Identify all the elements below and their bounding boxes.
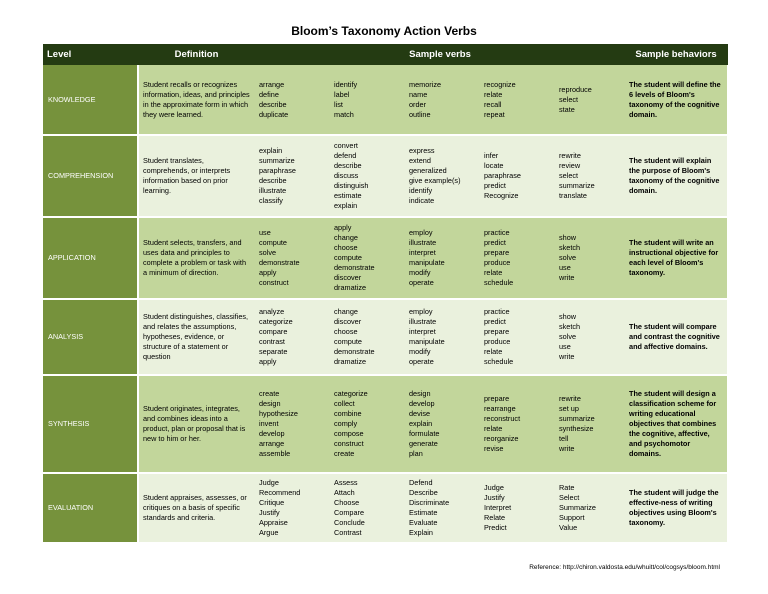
verb-item: choose (334, 243, 358, 252)
verb-item: develop (409, 399, 435, 408)
header-row (43, 44, 727, 65)
verb-item: schedule (484, 357, 514, 366)
verb-item: relate (484, 268, 503, 277)
verb-item: predict (484, 238, 506, 247)
verb-item: apply (259, 268, 277, 277)
verb-item: schedule (484, 278, 514, 287)
reference-note: Reference: http://chiron.valdosta.edu/whuitt/col/cogsys/bloom.html (529, 564, 720, 571)
verb-item: write (559, 444, 575, 453)
verb-item: select (559, 171, 579, 180)
verb-item: Argue (259, 528, 279, 537)
verb-item: choose (334, 327, 358, 336)
table-row (43, 65, 727, 135)
verb-item: relate (484, 424, 503, 433)
definition-cell: Student originates, integrates, and combines ideas into a product, plan or proposal that is new to him or her. (138, 375, 255, 473)
verb-item: indicate (409, 196, 435, 205)
verb-item: give example(s) (409, 176, 461, 185)
verb-item: manipulate (409, 337, 445, 346)
verb-item: change (334, 307, 358, 316)
verb-item: reconstruct (484, 414, 521, 423)
verb-item: Explain (409, 528, 433, 537)
verb-item: memorize (409, 79, 442, 89)
verb-column (480, 135, 555, 217)
verb-item: use (559, 263, 571, 272)
verb-column (255, 375, 330, 473)
verb-item: Recommend (259, 488, 301, 497)
verb-item: arrange (259, 439, 285, 448)
verb-item: list (334, 99, 343, 109)
verb-item: Support (559, 513, 585, 522)
verb-item: Evaluate (409, 518, 438, 527)
verb-item: Critique (259, 498, 285, 507)
verb-item: paraphrase (484, 171, 521, 180)
verb-item: separate (259, 347, 288, 356)
verb-item: set up (559, 404, 579, 413)
verb-item: dramatize (334, 283, 367, 292)
verb-item: select (559, 94, 579, 104)
verb-item: repeat (484, 109, 505, 119)
verb-item: Summarize (559, 503, 596, 512)
verb-item: review (559, 161, 581, 170)
behavior-cell: The student will design a classification scheme for writing educational objectives that combines the cognitive, affective, and psychomotor domains. (625, 375, 727, 473)
verb-item: change (334, 233, 358, 242)
verb-column (555, 135, 625, 217)
table-row (43, 135, 727, 217)
verb-item: categorize (334, 389, 368, 398)
verb-column (330, 473, 405, 543)
verb-column (405, 473, 480, 543)
verb-item: compute (334, 253, 362, 262)
verb-item: discover (334, 273, 362, 282)
verb-item: Estimate (409, 508, 438, 517)
verb-item: Judge (259, 478, 279, 487)
verb-item: convert (334, 141, 358, 150)
verb-column (405, 135, 480, 217)
verb-item: construct (259, 278, 289, 287)
verb-item: plan (409, 449, 423, 458)
verb-item: prepare (484, 327, 510, 336)
verb-item: apply (334, 223, 352, 232)
verb-item: synthesize (559, 424, 594, 433)
behavior-cell: The student will explain the purpose of Bloom's taxonomy of the cognitive domain. (625, 135, 727, 217)
verb-item: estimate (334, 191, 362, 200)
verb-item: practice (484, 307, 510, 316)
header-sample-behaviors: Sample behaviors (625, 44, 727, 65)
verb-item: create (259, 389, 280, 398)
verb-item: translate (559, 191, 587, 200)
definition-cell: Student selects, transfers, and uses data and principles to complete a problem or task with a minimum of direction. (138, 217, 255, 299)
header-level: Level (43, 44, 138, 65)
verb-item: prepare (484, 394, 510, 403)
verb-column (480, 299, 555, 375)
verb-item: develop (259, 429, 285, 438)
definition-cell: Student distinguishes, classifies, and relates the assumptions, hypotheses, evidence, or structure of a statement or question (138, 299, 255, 375)
verb-item: discover (334, 317, 362, 326)
verb-item: analyze (259, 307, 285, 316)
verb-item: Discriminate (409, 498, 450, 507)
behavior-cell: The student will judge the effective-ness of writing objectives using Bloom's taxonomy. (625, 473, 727, 543)
verb-item: formulate (409, 429, 440, 438)
verb-item: assemble (259, 449, 291, 458)
level-label: APPLICATION (43, 217, 138, 299)
verb-item: solve (559, 253, 577, 262)
table-row (43, 473, 727, 543)
verb-item: produce (484, 258, 511, 267)
verb-column (480, 217, 555, 299)
verb-item: describe (259, 99, 287, 109)
verb-item: create (334, 449, 355, 458)
verb-item: Appraise (259, 518, 288, 527)
verb-item: summarize (259, 156, 295, 165)
verb-item: infer (484, 151, 499, 160)
verb-item: compute (334, 337, 362, 346)
verb-item: reproduce (559, 84, 592, 94)
verb-item: identify (409, 186, 433, 195)
verb-item: hypothesize (259, 409, 298, 418)
verb-item: identify (334, 79, 358, 89)
verb-item: Compare (334, 508, 365, 517)
verb-item: compare (259, 327, 288, 336)
verb-column (330, 65, 405, 135)
table-row (43, 299, 727, 375)
verb-item: illustrate (259, 186, 287, 195)
verb-item: explain (409, 419, 433, 428)
verb-item: recall (484, 99, 502, 109)
verb-item: contrast (259, 337, 285, 346)
verb-item: show (559, 312, 577, 321)
verb-column (330, 299, 405, 375)
verb-item: locate (484, 161, 504, 170)
verb-item: demonstrate (334, 347, 375, 356)
verb-item: illustrate (409, 238, 437, 247)
verb-item: practice (484, 228, 510, 237)
verb-item: Recognize (484, 191, 519, 200)
verb-column (255, 135, 330, 217)
verb-column (330, 217, 405, 299)
verb-item: Conclude (334, 518, 365, 527)
verb-item: Justify (484, 493, 505, 502)
behavior-cell: The student will write an instructional objective for each level of Bloom's taxonomy. (625, 217, 727, 299)
verb-item: classify (259, 196, 283, 205)
verb-column (330, 135, 405, 217)
verb-item: dramatize (334, 357, 367, 366)
verb-column (405, 375, 480, 473)
verb-item: extend (409, 156, 431, 165)
verb-item: match (334, 109, 354, 119)
verb-item: discuss (334, 171, 359, 180)
verb-item: explain (334, 201, 358, 210)
verb-item: Describe (409, 488, 438, 497)
verb-item: label (334, 89, 350, 99)
verb-item: Choose (334, 498, 360, 507)
verb-item: devise (409, 409, 431, 418)
level-label: SYNTHESIS (43, 375, 138, 473)
header-sample-verbs: Sample verbs (255, 44, 625, 65)
behavior-cell: The student will compare and contrast the cognitive and affective domains. (625, 299, 727, 375)
verb-item: name (409, 89, 428, 99)
verb-item: solve (559, 332, 577, 341)
verb-column (405, 65, 480, 135)
verb-item: construct (334, 439, 364, 448)
verb-item: state (559, 104, 575, 114)
level-label: EVALUATION (43, 473, 138, 543)
verb-item: Defend (409, 478, 433, 487)
verb-column (255, 299, 330, 375)
verb-item: compute (259, 238, 287, 247)
verb-item: describe (334, 161, 362, 170)
verb-item: show (559, 233, 577, 242)
verb-item: compose (334, 429, 364, 438)
verb-item: Predict (484, 523, 507, 532)
verb-item: summarize (559, 181, 595, 190)
verb-column (555, 473, 625, 543)
verb-item: predict (484, 317, 506, 326)
verb-item: employ (409, 307, 433, 316)
verb-item: order (409, 99, 427, 109)
verb-item: generalized (409, 166, 447, 175)
verb-item: predict (484, 181, 506, 190)
verb-item: explain (259, 146, 283, 155)
verb-item: rewrite (559, 151, 581, 160)
table-row (43, 375, 727, 473)
verb-column (480, 65, 555, 135)
verb-item: use (259, 228, 271, 237)
verb-item: sketch (559, 322, 581, 331)
definition-cell: Student recalls or recognizes information, ideas, and principles in the approximate form in which they were learned. (138, 65, 255, 135)
verb-item: Interpret (484, 503, 512, 512)
verb-column (480, 473, 555, 543)
verb-item: categorize (259, 317, 293, 326)
definition-cell: Student appraises, assesses, or critiques on a basis of specific standards and criteria. (138, 473, 255, 543)
verb-item: recognize (484, 79, 516, 89)
verb-item: interpret (409, 248, 436, 257)
verb-column (555, 217, 625, 299)
level-label: ANALYSIS (43, 299, 138, 375)
verb-item: tell (559, 434, 569, 443)
table-row (43, 217, 727, 299)
verb-item: Attach (334, 488, 355, 497)
verb-item: express (409, 146, 435, 155)
verb-item: paraphrase (259, 166, 296, 175)
verb-item: apply (259, 357, 277, 366)
verb-item: operate (409, 357, 434, 366)
verb-item: collect (334, 399, 355, 408)
verb-item: comply (334, 419, 358, 428)
verb-column (255, 65, 330, 135)
verb-item: Value (559, 523, 578, 532)
verb-item: illustrate (409, 317, 437, 326)
verb-column (555, 375, 625, 473)
verb-item: generate (409, 439, 438, 448)
verb-column (405, 299, 480, 375)
verb-column (555, 65, 625, 135)
verb-item: Select (559, 493, 580, 502)
verb-item: describe (259, 176, 287, 185)
verb-column (555, 299, 625, 375)
verb-item: defend (334, 151, 357, 160)
verb-column (255, 217, 330, 299)
verb-item: reorganize (484, 434, 519, 443)
verb-item: Judge (484, 483, 504, 492)
verb-item: Rate (559, 483, 575, 492)
verb-item: define (259, 89, 279, 99)
verb-column (480, 375, 555, 473)
verb-item: duplicate (259, 109, 289, 119)
verb-column (405, 217, 480, 299)
page-title: Bloom’s Taxonomy Action Verbs (291, 24, 477, 38)
verb-item: arrange (259, 79, 285, 89)
verb-item: write (559, 352, 575, 361)
verb-item: interpret (409, 327, 436, 336)
verb-item: manipulate (409, 258, 445, 267)
verb-item: operate (409, 278, 434, 287)
verb-item: distinguish (334, 181, 369, 190)
verb-item: rewrite (559, 394, 581, 403)
verb-column (255, 473, 330, 543)
verb-item: Relate (484, 513, 506, 522)
verb-item: modify (409, 268, 431, 277)
verb-column (330, 375, 405, 473)
verb-item: relate (484, 347, 503, 356)
verb-item: modify (409, 347, 431, 356)
verb-item: use (559, 342, 571, 351)
verb-item: summarize (559, 414, 595, 423)
level-label: COMPREHENSION (43, 135, 138, 217)
verb-item: combine (334, 409, 362, 418)
verb-item: outline (409, 109, 431, 119)
behavior-cell: The student will define the 6 levels of Bloom's taxonomy of the cognitive domain. (625, 65, 727, 135)
verb-item: write (559, 273, 575, 282)
definition-cell: Student translates, comprehends, or interprets information based on prior learning. (138, 135, 255, 217)
verb-item: demonstrate (259, 258, 300, 267)
verb-item: prepare (484, 248, 510, 257)
verb-item: design (409, 389, 431, 398)
verb-item: demonstrate (334, 263, 375, 272)
verb-item: sketch (559, 243, 581, 252)
verb-item: design (259, 399, 281, 408)
verb-item: Justify (259, 508, 280, 517)
verb-item: revise (484, 444, 504, 453)
verb-item: relate (484, 89, 503, 99)
level-label: KNOWLEDGE (43, 65, 138, 135)
verb-item: Assess (334, 478, 358, 487)
verb-item: produce (484, 337, 511, 346)
verb-item: employ (409, 228, 433, 237)
verb-item: solve (259, 248, 277, 257)
verb-item: invent (259, 419, 279, 428)
verb-item: rearrange (484, 404, 516, 413)
verb-item: Contrast (334, 528, 362, 537)
header-definition: Definition (138, 44, 255, 65)
taxonomy-table (43, 44, 728, 544)
